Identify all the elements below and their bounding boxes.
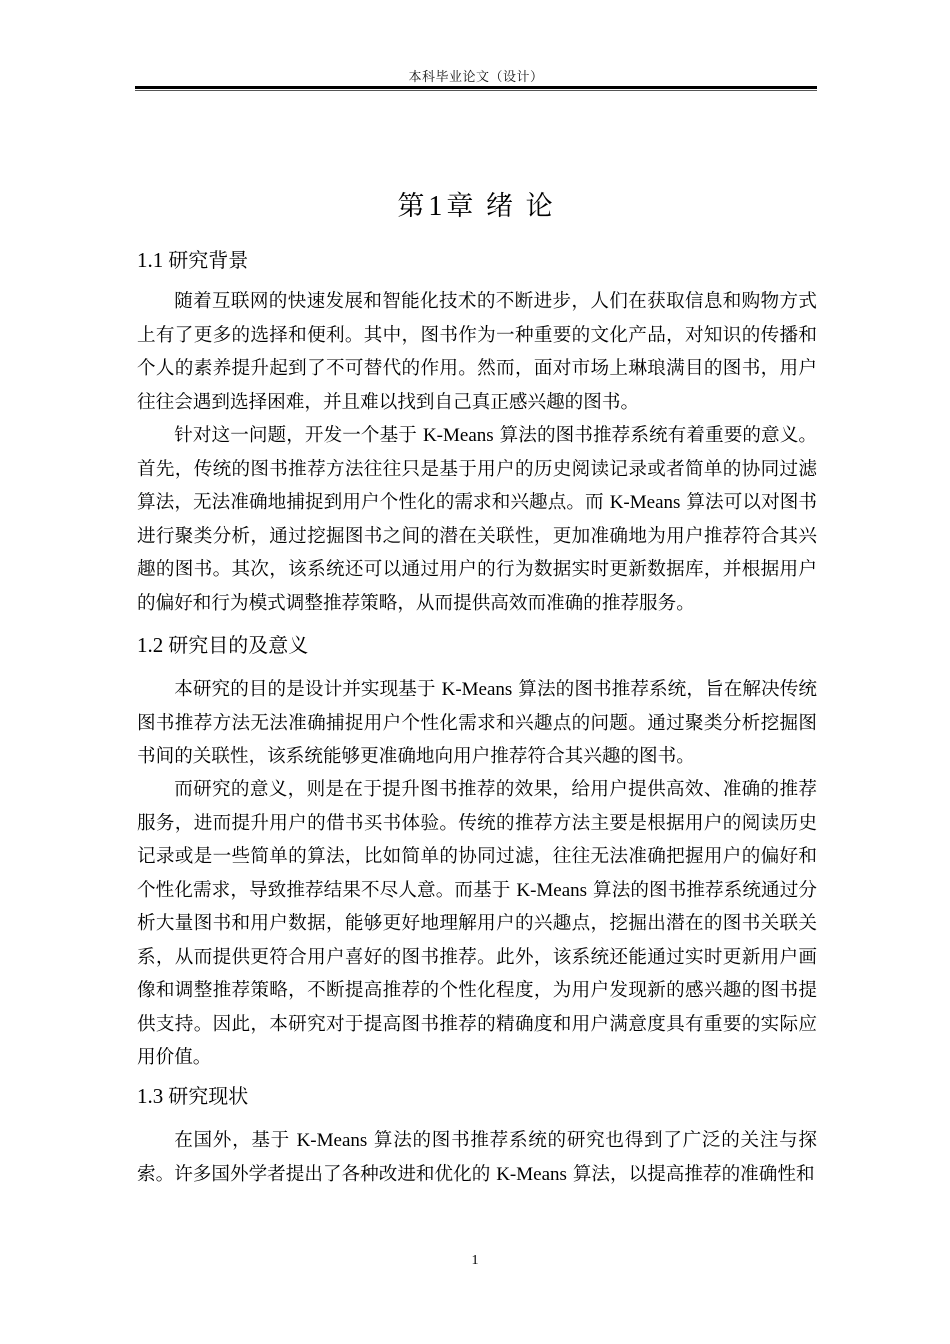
page-number: 1	[471, 1253, 479, 1268]
section-number: 1.1	[137, 248, 164, 272]
paragraph: 针对这一问题，开发一个基于 K-Means 算法的图书推荐系统有着重要的意义。首先，传统的图书推荐方法往往只是基于用户的历史阅读记录或者简单的协同过滤算法，无法准确地捕捉到用户个性化的需求和兴趣点。而 K-Means 算法可以对图书进行聚类分析，通过挖掘图书之间的潜在关联性，更加准确地为用户推荐符合其兴趣的图书。其次，该系统还可以通过用户的行为数据实时更新数据库，并根据用户的偏好和行为模式调整推荐策略，从而提供高效而准确的推荐服务。	[137, 425, 817, 614]
section-title: 研究现状	[168, 1084, 249, 1108]
header-rule	[135, 86, 817, 89]
section-heading-1-2	[137, 629, 308, 658]
section-number: 1.2	[137, 633, 164, 657]
latin-term: K-Means	[609, 492, 681, 513]
latin-term: K-Means	[496, 1163, 567, 1185]
chapter-suffix: 章 绪 论	[446, 191, 555, 222]
latin-term: K-Means	[441, 679, 513, 700]
latin-term: K-Means	[422, 425, 494, 446]
chapter-title	[135, 184, 817, 223]
section-number: 1.3	[137, 1084, 164, 1108]
section-heading-1-1	[137, 244, 248, 273]
paragraph: 在国外，基于 K-Means 算法的图书推荐系统的研究也得到了广泛的关注与探索。许多国外学者提出了各种改进和优化的 K-Means 算法，以提高推荐的准确性和	[137, 1130, 817, 1185]
paragraph: 随着互联网的快速发展和智能化技术的不断进步，人们在获取信息和购物方式上有了更多的选择和便利。其中，图书作为一种重要的文化产品，对知识的传播和个人的素养提升起到了不可替代的作用。然而，面对市场上琳琅满目的图书，用户往往会遇到选择困难，并且难以找到自己真正感兴趣的图书。	[137, 291, 817, 413]
section-title: 研究目的及意义	[168, 633, 309, 657]
section-heading-1-3	[137, 1080, 248, 1109]
header-rule-thin	[135, 90, 817, 91]
section-title: 研究背景	[168, 248, 249, 272]
latin-term: K-Means	[296, 1130, 368, 1151]
paragraph: 本研究的目的是设计并实现基于 K-Means 算法的图书推荐系统，旨在解决传统图书推荐方法无法准确捕捉用户个性化需求和兴趣点的问题。通过聚类分析挖掘图书间的关联性，该系统能够更准确地向用户推荐符合其兴趣的图书。	[137, 679, 817, 767]
running-header: 本科毕业论文（设计）	[408, 69, 544, 84]
latin-term: K-Means	[516, 879, 588, 901]
chapter-prefix: 第	[397, 191, 427, 222]
paragraph: 而研究的意义，则是在于提升图书推荐的效果，给用户提供高效、准确的推荐服务，进而提升用户的借书买书体验。传统的推荐方法主要是根据用户的阅读历史记录或是一些简单的算法，比如简单的协同过滤，往往无法准确把握用户的偏好和个性化需求，导致推荐结果不尽人意。而基于 K-Means 算法的图书推荐系统通过分析大量图书和用户数据，能够更好地理解用户的兴趣点，挖掘出潜在的图书关联关系，从而提供更符合用户喜好的图书推荐。此外，该系统还能通过实时更新用户画像和调整推荐策略，不断提高推荐的个性化程度，为用户发现新的感兴趣的图书提供支持。因此，本研究对于提高图书推荐的精确度和用户满意度具有重要的实际应用价值。	[137, 779, 817, 1068]
chapter-number: 1	[428, 191, 445, 222]
